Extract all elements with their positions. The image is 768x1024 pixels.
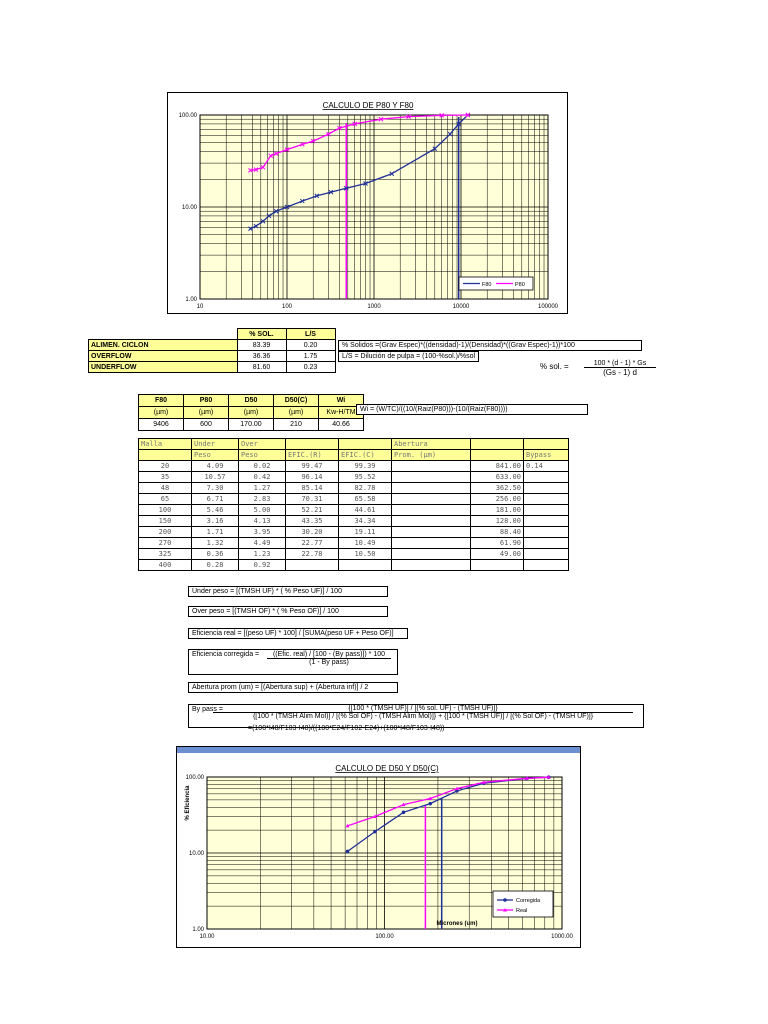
col-header-ls: L/S — [286, 329, 335, 340]
mesh-table — [138, 438, 569, 571]
sol-formula — [540, 362, 569, 371]
y-tick-label: 100.00 — [185, 775, 204, 781]
data-point — [373, 830, 377, 834]
table-cell: 99.39 — [339, 461, 392, 472]
x-tick-label: 1000 — [367, 304, 381, 310]
table-cell: 256.00 — [471, 494, 524, 505]
bypass-fraction — [213, 705, 633, 720]
d50-header: D50 — [229, 395, 274, 407]
row-label: UNDERFLOW — [89, 362, 238, 373]
f80-header: F80 — [139, 395, 184, 407]
y-axis-label: % Eficiencia — [185, 785, 191, 821]
table-cell: 1.27 — [239, 483, 286, 494]
table-cell: 88.40 — [471, 527, 524, 538]
table-cell: 10.57 — [192, 472, 239, 483]
table-cell: 10.50 — [339, 549, 392, 560]
mesh-header-cell — [339, 439, 392, 450]
table-cell: 1.32 — [192, 538, 239, 549]
x-tick-label: 10.00 — [199, 934, 215, 940]
table-row — [139, 472, 569, 483]
under-peso-formula: Under peso = [(TMSH UF) * ( % Peso UF)] / 100 — [188, 586, 388, 597]
table-cell — [524, 516, 569, 527]
ls-value: 1.75 — [286, 351, 335, 362]
table-cell: 34.34 — [339, 516, 392, 527]
table-cell — [392, 494, 471, 505]
chart-legend — [493, 891, 553, 917]
table-row — [139, 505, 569, 516]
bypass-denominator: {[100 * (TMSH Alim Mol)] / [(% Sol OF) - (TMSH Alim Mol)]} + {[100 * (TMSH UF)] / [(% Sol OF) - (TMSH UF)]} — [213, 712, 633, 720]
mesh-header-cell: Over — [239, 439, 286, 450]
p80-unit: (µm) — [184, 407, 229, 419]
sol-formula-denominator: (Gs - 1) d — [584, 367, 656, 377]
bypass-label: By pass = — [192, 706, 223, 713]
x-tick-label: 100 — [281, 304, 293, 310]
table-cell — [471, 560, 524, 571]
mesh-header-cell: EFIC.(R) — [286, 450, 339, 461]
table-cell — [524, 483, 569, 494]
y-tick-label: 10.00 — [181, 205, 197, 211]
table-cell: 200 — [139, 527, 192, 538]
table-cell: 4.09 — [192, 461, 239, 472]
table-cell: 65 — [139, 494, 192, 505]
table-cell: 0.42 — [239, 472, 286, 483]
wi-header: Wi — [319, 395, 364, 407]
x-tick-label: 100.00 — [375, 934, 394, 940]
table-cell: 22.77 — [286, 538, 339, 549]
wi-unit: Kw-H/TM — [319, 407, 364, 419]
table-cell — [392, 472, 471, 483]
table-cell — [392, 505, 471, 516]
efic-real-formula: Eficiencia real = [(peso UF) * 100] / [SUMA(peso UF + Peso OF)] — [188, 628, 408, 639]
wi-value: 40.66 — [319, 419, 364, 431]
table-cell: 128.00 — [471, 516, 524, 527]
row-label: OVERFLOW — [89, 351, 238, 362]
mesh-header-cell: Peso — [192, 450, 239, 461]
sol-formula-label: % sol. = — [540, 362, 569, 371]
table-cell — [392, 516, 471, 527]
table-cell: 95.52 — [339, 472, 392, 483]
table-row — [139, 527, 569, 538]
table-cell: 10.49 — [339, 538, 392, 549]
table-cell: 43.35 — [286, 516, 339, 527]
table-cell: 82.78 — [339, 483, 392, 494]
f80-table — [138, 394, 364, 431]
abertura-formula: Abertura prom (um) = [(Abertura sup) + (Abertura inf)] / 2 — [188, 682, 398, 693]
mesh-header-cell: Under — [192, 439, 239, 450]
mesh-header-cell — [471, 439, 524, 450]
table-cell: 7.30 — [192, 483, 239, 494]
d50c-header: D50(C) — [274, 395, 319, 407]
table-cell — [339, 560, 392, 571]
table-cell: 52.21 — [286, 505, 339, 516]
y-tick-label: 100.00 — [178, 113, 197, 119]
table-cell: 65.58 — [339, 494, 392, 505]
sol-value: 36.36 — [237, 351, 286, 362]
table-cell: 0.02 — [239, 461, 286, 472]
table-cell: 270 — [139, 538, 192, 549]
table-cell: 100 — [139, 505, 192, 516]
solids-section — [88, 328, 336, 373]
table-cell — [524, 472, 569, 483]
table-cell: 48 — [139, 483, 192, 494]
legend-marker-corregida — [503, 898, 507, 902]
mesh-header-cell: Abertura — [392, 439, 471, 450]
table-cell: 99.47 — [286, 461, 339, 472]
table-cell: 44.61 — [339, 505, 392, 516]
f80-value: 9406 — [139, 419, 184, 431]
p80-f80-chart — [167, 92, 568, 314]
legend-label-corregida: Corregida — [516, 898, 541, 904]
x-tick-label: 10000 — [452, 304, 470, 310]
mesh-header-cell: Prom. (µm) — [392, 450, 471, 461]
bypass-excel-formula: =(100*I48/F103-I48)/((100*E24/F102-E24)+(100*I48/F103-I48)) — [248, 725, 445, 732]
table-cell: 181.00 — [471, 505, 524, 516]
d50c-unit: (µm) — [274, 407, 319, 419]
d50-chart-svg — [177, 753, 580, 947]
f80-section — [138, 394, 364, 431]
table-cell — [392, 527, 471, 538]
sol-value: 83.39 — [237, 340, 286, 351]
table-cell: 400 — [139, 560, 192, 571]
sol-formula-fraction — [584, 360, 656, 377]
table-cell: 2.83 — [239, 494, 286, 505]
mesh-header-cell: Peso — [239, 450, 286, 461]
table-cell: 362.50 — [471, 483, 524, 494]
table-cell: 3.16 — [192, 516, 239, 527]
table-cell: 19.11 — [339, 527, 392, 538]
wi-formula: Wi = (W/TC)/((10/(Raiz(P80)))-(10/(Raiz(F80)))) — [356, 404, 588, 415]
table-cell: 5.46 — [192, 505, 239, 516]
table-cell — [524, 538, 569, 549]
table-cell — [392, 549, 471, 560]
x-tick-label: 10 — [196, 304, 204, 310]
x-tick-label: 100000 — [537, 304, 559, 310]
y-tick-label: 1.00 — [185, 297, 197, 303]
table-cell — [524, 494, 569, 505]
mesh-header-cell — [524, 439, 569, 450]
d50-value: 170.00 — [229, 419, 274, 431]
d50-unit: (µm) — [229, 407, 274, 419]
table-cell: 85.14 — [286, 483, 339, 494]
table-row — [139, 494, 569, 505]
d50-chart — [176, 746, 581, 948]
solids-formula-note: % Solidos =(Grav Espec)*((densidad)-1)/(Densidad)*((Grav Espec)-1))*100 — [338, 340, 642, 351]
mesh-header-cell: Malla — [139, 439, 192, 450]
table-cell: 6.71 — [192, 494, 239, 505]
chart-legend — [459, 277, 533, 290]
ls-value: 0.20 — [286, 340, 335, 351]
table-cell — [392, 560, 471, 571]
table-cell: 0.14 — [524, 461, 569, 472]
table-cell: 150 — [139, 516, 192, 527]
table-cell — [524, 505, 569, 516]
data-point — [402, 810, 406, 814]
table-cell: 70.31 — [286, 494, 339, 505]
p80-f80-chart-svg — [168, 93, 567, 313]
efic-corr-denominator: (1 - By pass) — [267, 658, 391, 666]
x-axis-label: Micrones (um) — [436, 921, 478, 927]
efic-corr-numerator: ((Efic. real) / [100 - (By pass)]) * 100 — [272, 651, 386, 658]
pulp-dilution-note: L/S = Dilución de pulpa = (100-%sol.)/%sol — [338, 351, 479, 362]
table-cell: 841.00 — [471, 461, 524, 472]
table-cell — [392, 538, 471, 549]
table-cell — [524, 527, 569, 538]
mesh-header-cell: Bypass — [524, 450, 569, 461]
table-row — [139, 549, 569, 560]
table-cell: 1.23 — [239, 549, 286, 560]
d50c-value: 210 — [274, 419, 319, 431]
bypass-numerator: {[100 * (TMSH UF)] / [(% sol. UF) - (TMSH UF)]} — [348, 705, 498, 712]
table-row — [139, 483, 569, 494]
table-cell — [392, 483, 471, 494]
legend-label-f80: F80 — [482, 282, 492, 288]
table-cell: 49.00 — [471, 549, 524, 560]
mesh-header-cell — [139, 450, 192, 461]
table-cell: 325 — [139, 549, 192, 560]
table-cell — [524, 549, 569, 560]
table-cell: 4.13 — [239, 516, 286, 527]
col-header-sol: % SOL. — [237, 329, 286, 340]
table-cell: 4.49 — [239, 538, 286, 549]
table-cell: 3.95 — [239, 527, 286, 538]
table-cell — [392, 461, 471, 472]
table-cell: 0.36 — [192, 549, 239, 560]
chart-title: CALCULO DE D50 Y D50(C) — [335, 764, 439, 773]
table-cell: 61.90 — [471, 538, 524, 549]
efic-corr-label: Eficiencia corregida = — [192, 651, 260, 658]
table-cell: 1.71 — [192, 527, 239, 538]
sol-formula-numerator: 100 * (d - 1) * Gs — [593, 360, 647, 367]
y-tick-label: 10.00 — [188, 851, 204, 857]
table-cell — [286, 560, 339, 571]
mesh-header-cell — [286, 439, 339, 450]
table-cell: 633.00 — [471, 472, 524, 483]
x-tick-label: 1000.00 — [551, 934, 573, 940]
y-tick-label: 1.00 — [192, 927, 204, 933]
table-row — [139, 516, 569, 527]
table-cell: 5.00 — [239, 505, 286, 516]
table-cell: 96.14 — [286, 472, 339, 483]
data-point — [428, 802, 432, 806]
mesh-header-cell: EFIC.(C) — [339, 450, 392, 461]
table-cell: 22.78 — [286, 549, 339, 560]
table-cell: 30.20 — [286, 527, 339, 538]
sol-value: 81.60 — [237, 362, 286, 373]
p80-header: P80 — [184, 395, 229, 407]
table-cell: 35 — [139, 472, 192, 483]
chart-title: CALCULO DE P80 Y F80 — [322, 101, 414, 110]
mesh-section — [138, 438, 569, 571]
data-point — [346, 850, 350, 854]
table-cell: 20 — [139, 461, 192, 472]
table-row — [139, 538, 569, 549]
table-cell: 0.28 — [192, 560, 239, 571]
ls-value: 0.23 — [286, 362, 335, 373]
mesh-header-cell — [471, 450, 524, 461]
f80-unit: (µm) — [139, 407, 184, 419]
table-cell: 0.92 — [239, 560, 286, 571]
solids-table — [88, 328, 336, 373]
efic-corr-formula — [188, 649, 398, 675]
row-label: ALIMEN. CICLON — [89, 340, 238, 351]
over-peso-formula: Over peso = [(TMSH OF) * ( % Peso OF)] / 100 — [188, 606, 388, 617]
table-cell — [524, 560, 569, 571]
legend-label-real: Real — [516, 908, 528, 914]
table-row — [139, 461, 569, 472]
efic-corr-fraction — [267, 651, 391, 666]
p80-value: 600 — [184, 419, 229, 431]
legend-label-p80: P80 — [515, 282, 525, 288]
table-row — [139, 560, 569, 571]
